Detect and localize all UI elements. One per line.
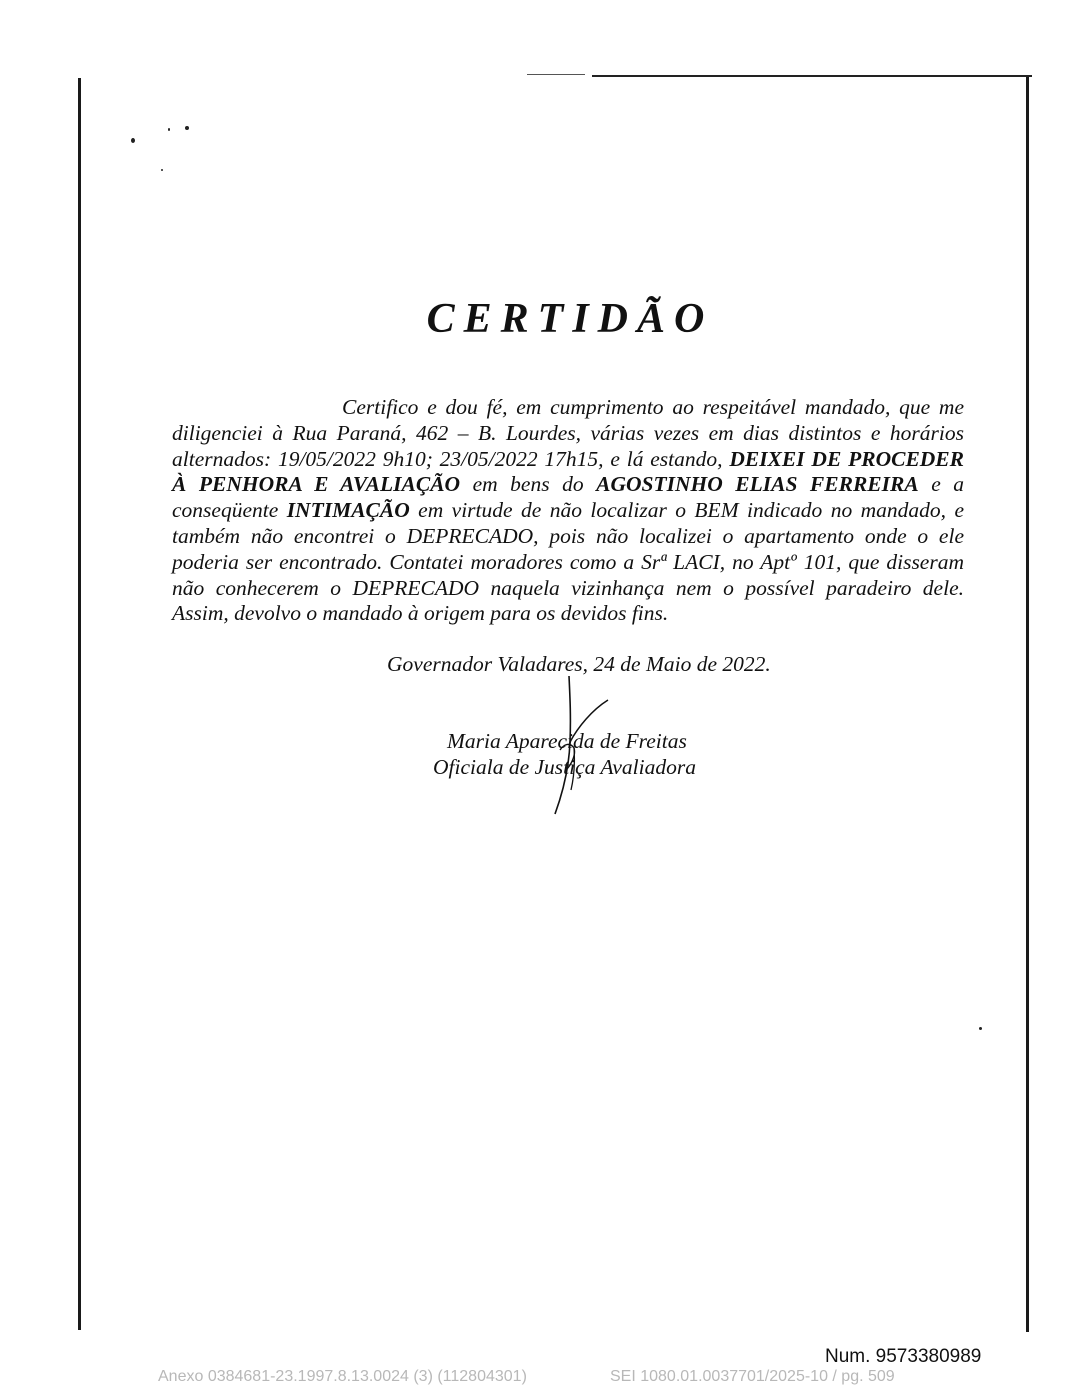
scan-speck [185,126,189,130]
document-number: Num. 9573380989 [825,1346,982,1367]
scan-dash-top [527,74,585,75]
scan-speck [161,169,163,171]
scan-speck [979,1027,982,1030]
body-text-part: e a conseqüente [172,472,965,523]
scan-speck [131,138,135,143]
scan-border-right [1026,76,1029,1332]
body-text-part: em virtude de não localizar o BEM indicado no mandado, e também não encontrei o DEPRECADO, pois não localizei o apartamento onde o ele poderia ser encontrado. Contatei moradores como a Srª LACI, no Aptº 101, que disseram não conhecerem o DEPRECADO naquela vizinhança nem o possível paradeiro dele. Assim, devolvo o mandado à origem para os devidos fins. [172,498,964,626]
body-bold-name: AGOSTINHO ELIAS FERREIRA [596,472,919,497]
annex-reference: Anexo 0384681-23.1997.8.13.0024 (3) (112804301) [158,1368,527,1385]
date-line: Governador Valadares, 24 de Maio de 2022. [387,652,771,676]
scan-border-top [592,75,1032,77]
sei-reference: SEI 1080.01.0037701/2025-10 / pg. 509 [610,1368,895,1385]
body-bold-intimacao: INTIMAÇÃO [286,498,410,523]
signer-role: Oficiala de Justiça Avaliadora [433,755,696,779]
signer-name: Maria Aparecida de Freitas [447,729,687,753]
body-text-part: em bens do [460,472,597,497]
scan-speck [168,128,170,131]
body-bold-penhora: DEIXEI DE PROCEDER À PENHORA E AVALIAÇÃO [172,446,964,497]
body-text-part: Certifico e dou fé, em cumprimento ao respeitável mandado, que me diligenciei à Rua Paraná, 462 – B. Lourdes, várias vezes em dias distintos e horários alternados: 19/05/2022 9h10; 23/05/2022 17h15, e lá estando, [172,395,964,471]
scan-border-left [78,78,81,1330]
certificate-body [172,395,964,627]
document-title: CERTIDÃO [426,296,714,342]
